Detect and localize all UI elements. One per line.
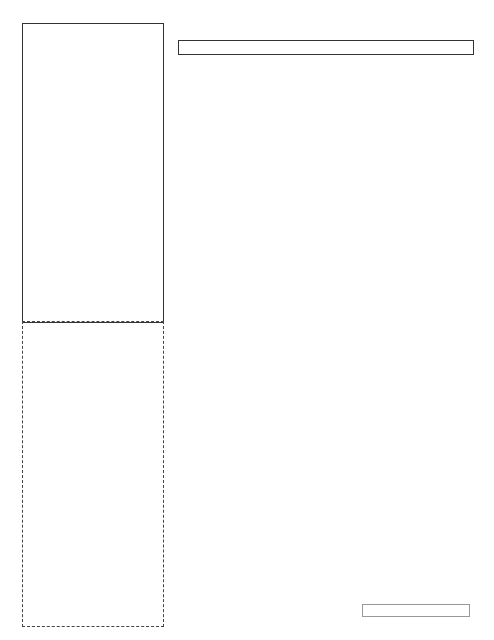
- poem-caption: [362, 604, 470, 617]
- executive-box: [22, 23, 164, 323]
- meetings-box: [22, 321, 164, 627]
- minutes-title: [178, 40, 474, 55]
- christmas-tree-border: [352, 442, 478, 620]
